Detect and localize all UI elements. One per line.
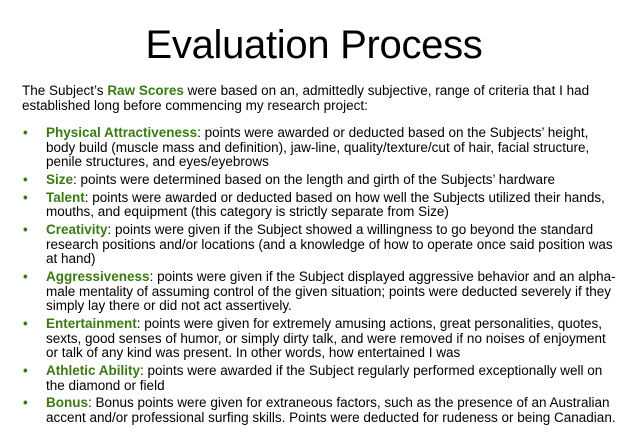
criteria-term: Physical Attractiveness xyxy=(46,125,198,140)
criteria-term: Athletic Ability xyxy=(46,363,141,379)
criteria-item-talent xyxy=(0,191,628,220)
criteria-description: : Bonus points were given for extraneous factors, such as the presence of an Australian accent and/or professional surfing skills. Points were deducted for rudeness or being Canadian. xyxy=(46,395,616,425)
criteria-description: : points were determined based on the length and girth of the Subjects’ hardware xyxy=(73,171,556,187)
criteria-term: Aggressiveness xyxy=(46,269,150,285)
criteria-description: : points were awarded or deducted based on how well the Subjects utilized their hands, mouths, and equipment (this category is strictly separate from Size) xyxy=(46,189,605,220)
bullet-icon: • xyxy=(23,269,28,285)
criteria-item-bonus xyxy=(0,396,628,425)
criteria-description: : points were given if the Subject showed a willingness to go beyond the standard research positions and/or locations (and a knowledge of how to operate once said position was at hand) xyxy=(46,222,613,267)
bullet-icon: • xyxy=(23,222,28,238)
criteria-term: Bonus xyxy=(46,395,88,411)
bullet-icon: • xyxy=(23,171,28,187)
criteria-term: Size xyxy=(46,171,74,187)
intro-paragraph xyxy=(22,83,622,113)
bullet-icon: • xyxy=(23,125,28,140)
criteria-item-athletic-ability xyxy=(0,364,628,393)
criteria-description: : points were given if the Subject displayed aggressive behavior and an alpha-male mentality of assuming control of the given situation; points were deducted severely if they simply lay there or did not act assertively. xyxy=(46,269,616,314)
criteria-list xyxy=(0,126,628,429)
criteria-item-entertainment xyxy=(0,317,628,361)
criteria-item-size xyxy=(0,173,628,188)
criteria-description: : points were awarded or deducted based on the Subjects’ height, body build (muscle mass and definition), jaw-line, quality/texture/cut of hair, facial structure, penile structures, and eyes/eyebrows xyxy=(46,125,590,170)
slide-title: Evaluation Process xyxy=(145,23,483,67)
intro-text-before: The Subject’s xyxy=(22,83,108,98)
criteria-term: Talent xyxy=(46,189,85,205)
bullet-icon: • xyxy=(23,189,28,205)
criteria-item-creativity xyxy=(0,223,628,267)
criteria-description: : points were given for extremely amusing actions, great personalities, quotes, sexts, good senses of humor, or simply dirty talk, and were removed if no noises of enjoyment or talk of any kind was present. In other words, how entertained I was xyxy=(46,316,606,361)
criteria-term: Entertainment xyxy=(46,316,137,332)
intro-text-after: were based on an, admittedly subjective, range of criteria that I had established long before commencing my research project: xyxy=(22,83,590,113)
bullet-icon: • xyxy=(23,316,28,332)
criteria-item-aggressiveness xyxy=(0,270,628,314)
intro-highlight-raw-scores: Raw Scores xyxy=(107,83,184,98)
bullet-icon: • xyxy=(23,395,28,411)
criteria-description: : points were awarded if the Subject regularly performed exceptionally well on the diamond or field xyxy=(46,363,603,393)
bullet-icon: • xyxy=(23,363,28,379)
criteria-term: Creativity xyxy=(46,222,108,238)
criteria-item-physical-attractiveness xyxy=(0,126,628,170)
